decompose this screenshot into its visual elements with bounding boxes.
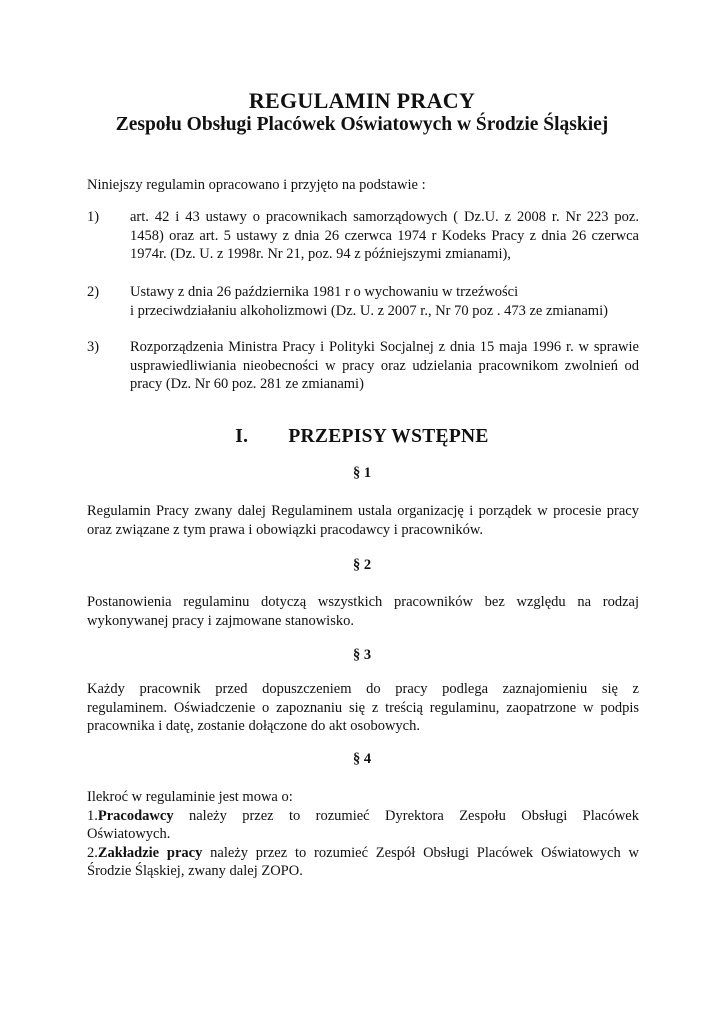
text-line: Ustawy z dnia 26 października 1981 r o wychowaniu w trzeźwości bbox=[130, 284, 519, 300]
text-line: 1458) oraz art. 5 ustawy z dnia 26 czerwca 1974 r Kodeks Pracy z dnia 26 czerwca bbox=[130, 227, 639, 244]
paragraph-3-text bbox=[87, 680, 639, 736]
list-text bbox=[130, 208, 639, 264]
definitions-intro: Ilekroć w regulaminie jest mowa o: bbox=[87, 789, 293, 805]
paragraph-2-text bbox=[87, 593, 639, 630]
paragraph-1-text bbox=[87, 502, 639, 539]
text-line: pracownika i datę, zostanie dołączone do akt osobowych. bbox=[87, 718, 420, 734]
definition-text: należy przez to rozumieć Zespół Obsługi Placówek Oświatowych w bbox=[202, 844, 639, 861]
section-number: I. bbox=[235, 426, 249, 447]
definition-term: Pracodawcy bbox=[97, 807, 174, 824]
legal-basis-item-2 bbox=[87, 283, 639, 320]
definition-2-continuation: Środzie Śląskiej, zwany dalej ZOPO. bbox=[87, 863, 303, 879]
section-title: PRZEPISY WSTĘPNE bbox=[288, 426, 489, 447]
legal-basis-item-3 bbox=[87, 338, 639, 394]
text-line: 1974r. (Dz. U. z 1998r. Nr 21, poz. 94 z późniejszymi zmianami), bbox=[130, 246, 511, 262]
intro-text: Niniejszy regulamin opracowano i przyjęto na podstawie : bbox=[87, 177, 426, 193]
definition-text: należy przez to rozumieć Dyrektora Zespołu Obsługi Placówek bbox=[173, 807, 639, 824]
definition-term: Zakładzie pracy bbox=[97, 844, 203, 861]
text-line: wykonywanej pracy i zajmowane stanowisko. bbox=[87, 612, 354, 629]
text-line: regulaminem. Oświadczenie o zapoznaniu się z treścią regulaminu, zaopatrzone w podpis bbox=[87, 699, 639, 716]
text-line: art. 42 i 43 ustawy o pracownikach samorządowych ( Dz.U. z 2008 r. Nr 223 poz. bbox=[130, 209, 639, 225]
text-line: oraz związane z tym prawa i obowiązki pracodawcy i pracowników. bbox=[87, 521, 484, 538]
text-line: pracy (Dz. Nr 60 poz. 281 ze zmianami) bbox=[130, 376, 364, 392]
paragraph-mark-1: § 1 bbox=[352, 465, 372, 481]
definition-1-continuation: Oświatowych. bbox=[87, 826, 171, 842]
paragraph-4-text bbox=[87, 788, 639, 881]
legal-basis-item-1 bbox=[87, 208, 639, 264]
definition-2-line bbox=[87, 844, 639, 863]
text-line: usprawiedliwiania nieobecności w pracy oraz udzielania pracownikom zwolnień od bbox=[130, 357, 639, 374]
text-line: Postanowienia regulaminu dotyczą wszystkich pracowników bez względu na rodzaj bbox=[87, 594, 639, 610]
text-line: Rozporządzenia Ministra Pracy i Polityki Socjalnej z dnia 15 maja 1996 r. w sprawie bbox=[130, 339, 639, 355]
text-line: Każdy pracownik przed dopuszczeniem do pracy podlega zaznajomieniu się z bbox=[87, 681, 639, 697]
list-text bbox=[130, 338, 639, 394]
text-line: Regulamin Pracy zwany dalej Regulaminem ustala organizację i porządek w procesie pracy bbox=[87, 503, 639, 519]
paragraph-mark-2: § 2 bbox=[352, 557, 372, 573]
list-number: 3) bbox=[87, 339, 100, 355]
definition-1-line bbox=[87, 807, 639, 826]
paragraph-mark-4: § 4 bbox=[352, 751, 372, 767]
document-title: REGULAMIN PRACY bbox=[248, 88, 476, 113]
list-number: 2) bbox=[87, 284, 100, 300]
list-text bbox=[130, 283, 639, 320]
text-line: i przeciwdziałaniu alkoholizmowi (Dz. U. z 2007 r., Nr 70 poz . 473 ze zmianami) bbox=[130, 302, 608, 319]
definition-prefix: 1. bbox=[87, 807, 98, 824]
paragraph-mark-3: § 3 bbox=[352, 647, 372, 663]
list-number: 1) bbox=[87, 209, 100, 225]
definition-prefix: 2. bbox=[87, 844, 98, 861]
document-subtitle: Zespołu Obsługi Placówek Oświatowych w Środzie Śląskiej bbox=[115, 114, 609, 135]
section-heading bbox=[0, 426, 724, 448]
